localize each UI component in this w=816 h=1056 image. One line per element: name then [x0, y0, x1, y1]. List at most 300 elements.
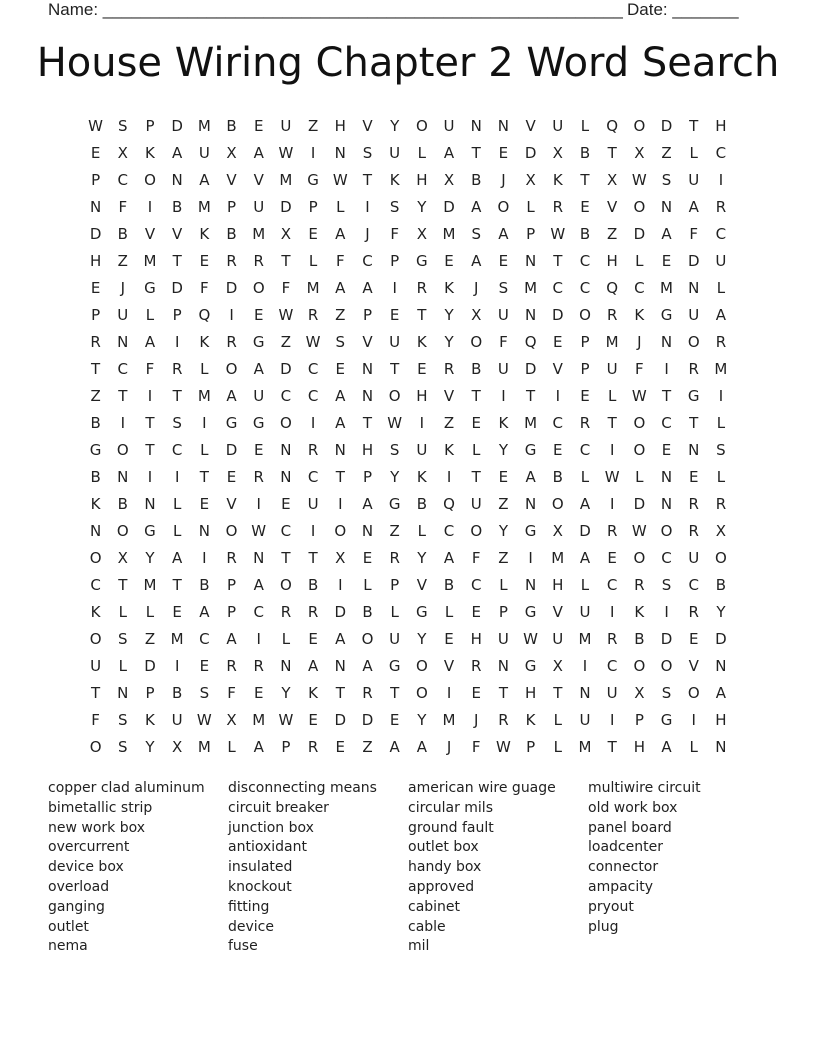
grid-letter: T	[172, 252, 182, 270]
grid-letter: V	[443, 657, 455, 675]
grid-letter: B	[634, 630, 645, 648]
grid-letter: B	[471, 360, 482, 378]
grid-letter: E	[580, 198, 590, 216]
grid-letter: E	[471, 603, 481, 621]
grid-letter: W	[631, 387, 647, 405]
grid-letter: O	[225, 360, 238, 378]
grid-letter: O	[89, 738, 102, 756]
grid-letter: T	[471, 468, 481, 486]
grid-letter: O	[633, 198, 646, 216]
grid-letter: A	[471, 198, 482, 216]
grid-row	[82, 383, 742, 410]
grid-letter: N	[334, 441, 346, 459]
grid-letter: M	[714, 360, 728, 378]
grid-letter: I	[365, 198, 370, 216]
grid-row	[82, 680, 742, 707]
grid-letter: H	[334, 117, 346, 135]
grid-letter: F	[227, 684, 236, 702]
grid-letter: Z	[90, 387, 101, 405]
grid-letter: S	[498, 279, 509, 297]
grid-letter: X	[117, 144, 128, 162]
grid-letter: O	[89, 549, 102, 567]
grid-letter: U	[688, 306, 700, 324]
grid-letter: N	[660, 495, 673, 513]
grid-letter: U	[416, 441, 428, 459]
grid-letter: K	[199, 225, 210, 243]
grid-letter: O	[415, 117, 428, 135]
grid-letter: L	[689, 738, 698, 756]
grid-letter: H	[89, 252, 102, 270]
word-item: outlet box	[408, 839, 479, 856]
grid-letter: L	[499, 576, 508, 594]
grid-letter: A	[253, 576, 264, 594]
grid-letter: P	[227, 198, 237, 216]
grid-letter: K	[389, 171, 400, 189]
grid-letter: C	[253, 603, 264, 621]
grid-letter: R	[688, 522, 699, 540]
grid-letter: E	[661, 252, 672, 270]
grid-letter: B	[307, 576, 319, 594]
grid-letter: A	[172, 144, 183, 162]
grid-row	[82, 626, 742, 653]
grid-letter: O	[334, 522, 347, 540]
word-item: approved	[408, 878, 475, 895]
grid-letter: P	[390, 252, 400, 270]
grid-letter: Z	[607, 225, 618, 243]
grid-letter: E	[661, 441, 672, 459]
grid-letter: T	[199, 468, 209, 486]
grid-letter: G	[524, 657, 537, 675]
grid-letter: Q	[443, 495, 455, 513]
grid-letter: S	[118, 630, 128, 648]
grid-letter: S	[118, 711, 128, 729]
grid-letter: D	[171, 117, 183, 135]
grid-letter: I	[609, 711, 615, 729]
grid-letter: E	[417, 360, 427, 378]
grid-row	[82, 572, 742, 599]
grid-letter: L	[390, 603, 399, 621]
grid-letter: M	[143, 576, 157, 594]
grid-letter: U	[253, 198, 265, 216]
grid-letter: K	[416, 333, 427, 351]
grid-letter: K	[634, 603, 645, 621]
grid-letter: T	[390, 684, 400, 702]
grid-letter: W	[550, 225, 566, 243]
grid-letter: I	[609, 603, 615, 621]
grid-letter: E	[253, 306, 264, 324]
grid-letter: N	[280, 657, 292, 675]
grid-letter: C	[362, 252, 373, 270]
grid-letter: L	[200, 360, 209, 378]
grid-letter: X	[226, 711, 237, 729]
grid-letter: P	[580, 360, 590, 378]
grid-letter: J	[120, 279, 125, 297]
word-item: handy box	[408, 859, 482, 876]
grid-letter: C	[552, 279, 564, 297]
grid-letter: W	[631, 171, 647, 189]
grid-letter: R	[715, 495, 727, 513]
grid-letter: O	[89, 630, 102, 648]
grid-letter: R	[498, 711, 509, 729]
grid-letter: I	[174, 657, 180, 675]
grid-letter: T	[362, 171, 373, 189]
grid-letter: I	[120, 414, 125, 432]
grid-letter: U	[470, 495, 482, 513]
grid-letter: B	[117, 495, 128, 513]
grid-letter: C	[117, 360, 129, 378]
grid-letter: T	[118, 387, 128, 405]
grid-letter: Z	[443, 414, 455, 432]
grid-letter: B	[172, 198, 183, 216]
grid-row	[82, 275, 742, 302]
name-line: Name: _______________________________________________________	[48, 0, 623, 19]
grid-letter: C	[715, 225, 727, 243]
grid-letter: H	[552, 576, 564, 594]
grid-letter: R	[606, 522, 618, 540]
grid-letter: G	[252, 333, 265, 351]
grid-letter: A	[362, 279, 373, 297]
grid-letter: S	[118, 738, 128, 756]
grid-letter: P	[498, 603, 508, 621]
grid-letter: P	[526, 738, 536, 756]
grid-letter: F	[118, 198, 128, 216]
grid-letter: R	[715, 333, 727, 351]
grid-letter: I	[310, 144, 316, 162]
grid-letter: G	[660, 306, 673, 324]
grid-letter: T	[553, 684, 563, 702]
grid-letter: P	[580, 333, 590, 351]
grid-letter: A	[579, 495, 591, 513]
grid-letter: R	[606, 306, 618, 324]
grid-letter: K	[145, 711, 155, 729]
grid-row	[82, 491, 742, 518]
grid-letter: J	[474, 279, 479, 297]
grid-letter: K	[444, 441, 454, 459]
grid-letter: J	[501, 171, 506, 189]
grid-letter: B	[226, 117, 237, 135]
grid-letter: D	[524, 360, 537, 378]
grid-letter: C	[90, 576, 101, 594]
grid-letter: I	[691, 711, 696, 729]
grid-letter: E	[444, 252, 454, 270]
grid-letter: A	[335, 225, 346, 243]
grid-letter: A	[579, 549, 591, 567]
word-item: device	[228, 918, 274, 935]
grid-letter: A	[172, 549, 183, 567]
grid-letter: I	[147, 387, 153, 405]
grid-letter: A	[335, 387, 346, 405]
word-item: overload	[48, 878, 110, 895]
grid-letter: D	[144, 657, 156, 675]
word-list	[48, 779, 788, 957]
grid-letter: E	[335, 360, 346, 378]
grid-letter: N	[280, 468, 292, 486]
grid-letter: B	[552, 468, 563, 486]
grid-letter: R	[307, 738, 319, 756]
grid-letter: E	[688, 468, 699, 486]
grid-letter: N	[660, 333, 673, 351]
grid-letter: K	[525, 711, 536, 729]
grid-letter: L	[553, 738, 562, 756]
grid-letter: C	[579, 279, 591, 297]
grid-letter: P	[308, 198, 318, 216]
word-item: american wire guage	[408, 780, 556, 796]
grid-letter: E	[90, 279, 101, 297]
grid-letter: W	[604, 468, 620, 486]
grid-letter: V	[362, 333, 373, 351]
grid-letter: E	[688, 630, 699, 648]
grid-letter: M	[197, 117, 211, 135]
grid-letter: L	[281, 630, 291, 648]
grid-letter: O	[252, 279, 265, 297]
grid-letter: X	[280, 225, 292, 243]
grid-letter: E	[471, 684, 481, 702]
grid-letter: I	[528, 549, 533, 567]
grid-letter: L	[553, 711, 562, 729]
grid-letter: G	[660, 711, 673, 729]
grid-letter: C	[688, 576, 699, 594]
grid-letter: W	[631, 522, 647, 540]
grid-letter: O	[116, 522, 129, 540]
grid-letter: D	[660, 117, 673, 135]
grid-letter: M	[252, 711, 266, 729]
grid-letter: D	[89, 225, 102, 243]
grid-letter: L	[308, 252, 318, 270]
grid-letter: W	[278, 144, 294, 162]
grid-letter: D	[171, 279, 183, 297]
grid-letter: V	[144, 225, 156, 243]
grid-row	[82, 707, 742, 734]
grid-letter: T	[172, 576, 182, 594]
word-item: panel board	[588, 819, 672, 836]
grid-letter: I	[446, 684, 452, 702]
grid-letter: Y	[145, 549, 155, 567]
grid-letter: G	[524, 603, 537, 621]
grid-letter: X	[335, 549, 346, 567]
grid-letter: P	[227, 603, 237, 621]
grid-letter: N	[688, 279, 700, 297]
grid-letter: M	[197, 198, 211, 216]
grid-letter: E	[498, 144, 509, 162]
grid-letter: S	[661, 684, 672, 702]
grid-letter: E	[172, 603, 182, 621]
grid-letter: I	[609, 441, 615, 459]
grid-letter: C	[470, 576, 482, 594]
grid-letter: E	[498, 468, 509, 486]
grid-letter: C	[661, 414, 672, 432]
grid-letter: N	[524, 495, 537, 513]
grid-letter: I	[664, 603, 669, 621]
word-item: outlet	[48, 918, 89, 935]
grid-letter: U	[280, 117, 292, 135]
grid-letter: Z	[307, 117, 319, 135]
grid-letter: W	[196, 711, 212, 729]
grid-letter: T	[172, 387, 182, 405]
grid-letter: R	[253, 252, 264, 270]
grid-letter: O	[225, 522, 238, 540]
grid-letter: L	[336, 198, 345, 216]
grid-letter: E	[226, 468, 237, 486]
grid-letter: A	[525, 468, 536, 486]
grid-letter: W	[387, 414, 403, 432]
word-item: ampacity	[588, 878, 654, 895]
grid-letter: U	[307, 495, 319, 513]
grid-letter: O	[388, 387, 401, 405]
word-item: loadcenter	[588, 839, 663, 856]
grid-letter: L	[689, 144, 698, 162]
grid-letter: L	[145, 603, 155, 621]
grid-letter: N	[660, 198, 673, 216]
grid-letter: X	[443, 171, 455, 189]
grid-letter: V	[226, 171, 237, 189]
grid-letter: C	[199, 630, 210, 648]
grid-letter: X	[525, 171, 536, 189]
grid-letter: I	[147, 198, 153, 216]
grid-letter: R	[226, 549, 237, 567]
grid-letter: R	[253, 468, 264, 486]
grid-letter: N	[660, 468, 673, 486]
grid-letter: L	[580, 468, 590, 486]
date-line: Date: _______	[627, 0, 739, 19]
grid-letter: X	[634, 144, 645, 162]
grid-letter: A	[498, 225, 509, 243]
grid-letter: Y	[281, 684, 291, 702]
grid-letter: G	[388, 495, 401, 513]
grid-letter: O	[144, 171, 156, 189]
grid-letter: W	[88, 117, 104, 135]
grid-letter: L	[200, 441, 209, 459]
grid-letter: E	[308, 630, 318, 648]
grid-letter: U	[552, 630, 564, 648]
grid-letter: A	[362, 495, 373, 513]
grid-letter: S	[362, 144, 373, 162]
grid-letter: R	[280, 603, 292, 621]
grid-letter: N	[198, 522, 210, 540]
grid-letter: H	[715, 711, 727, 729]
grid-letter: I	[147, 468, 153, 486]
word-item: nema	[48, 938, 88, 955]
grid-letter: U	[579, 711, 591, 729]
grid-letter: C	[307, 468, 319, 486]
grid-letter: R	[307, 441, 319, 459]
grid-letter: L	[526, 198, 535, 216]
grid-letter: C	[579, 441, 591, 459]
grid-letter: B	[471, 171, 482, 189]
grid-row	[82, 221, 742, 248]
grid-letter: X	[552, 522, 563, 540]
grid-letter: I	[446, 468, 452, 486]
grid-letter: Y	[417, 549, 427, 567]
grid-letter: G	[416, 252, 428, 270]
grid-letter: U	[579, 603, 591, 621]
grid-row	[82, 329, 742, 356]
grid-letter: Z	[661, 144, 672, 162]
word-item: fitting	[228, 898, 270, 915]
worksheet-header	[48, 0, 748, 22]
word-item: circuit breaker	[228, 799, 329, 816]
grid-letter: T	[145, 414, 155, 432]
grid-letter: I	[202, 549, 207, 567]
grid-letter: M	[143, 252, 157, 270]
grid-letter: P	[526, 225, 536, 243]
grid-letter: R	[226, 333, 237, 351]
grid-row	[82, 140, 742, 167]
grid-letter: K	[416, 468, 427, 486]
grid-letter: A	[715, 306, 727, 324]
grid-letter: B	[416, 495, 427, 513]
grid-letter: D	[334, 711, 347, 729]
grid-letter: O	[715, 549, 727, 567]
grid-letter: I	[310, 522, 316, 540]
grid-letter: E	[199, 252, 210, 270]
grid-letter: P	[362, 468, 372, 486]
grid-letter: E	[580, 387, 590, 405]
grid-letter: R	[362, 684, 373, 702]
word-item: ganging	[48, 898, 105, 915]
grid-letter: N	[117, 684, 129, 702]
grid-letter: B	[579, 225, 591, 243]
word-item: insulated	[228, 859, 293, 876]
grid-letter: A	[199, 171, 210, 189]
grid-letter: R	[171, 360, 183, 378]
grid-letter: C	[280, 387, 292, 405]
grid-letter: L	[417, 522, 427, 540]
word-item: disconnecting means	[228, 780, 377, 796]
word-item: overcurrent	[48, 839, 130, 856]
grid-letter: O	[551, 495, 564, 513]
grid-letter: E	[362, 549, 373, 567]
grid-letter: P	[145, 684, 155, 702]
grid-letter: L	[417, 144, 427, 162]
grid-letter: A	[661, 738, 672, 756]
grid-letter: G	[687, 387, 700, 405]
grid-letter: I	[718, 387, 724, 405]
grid-letter: L	[172, 495, 182, 513]
grid-letter: C	[606, 576, 618, 594]
grid-letter: D	[225, 279, 238, 297]
grid-letter: L	[635, 252, 644, 270]
grid-letter: B	[362, 603, 373, 621]
grid-letter: L	[363, 576, 372, 594]
grid-letter: O	[687, 684, 700, 702]
grid-letter: F	[91, 711, 100, 729]
grid-letter: H	[416, 171, 428, 189]
grid-letter: N	[470, 117, 482, 135]
grid-letter: O	[633, 414, 646, 432]
grid-letter: N	[715, 738, 727, 756]
grid-letter: E	[607, 549, 617, 567]
grid-letter: Z	[144, 630, 156, 648]
grid-letter: N	[334, 144, 346, 162]
grid-letter: I	[718, 171, 724, 189]
grid-letter: X	[117, 549, 128, 567]
grid-letter: L	[607, 387, 617, 405]
word-item: copper clad aluminum	[48, 780, 205, 796]
grid-letter: N	[361, 522, 374, 540]
grid-letter: A	[362, 657, 373, 675]
grid-letter: I	[555, 387, 560, 405]
grid-letter: A	[253, 360, 264, 378]
grid-letter: Q	[198, 306, 211, 324]
grid-letter: B	[715, 576, 727, 594]
grid-row	[82, 302, 742, 329]
grid-row	[82, 356, 742, 383]
grid-letter: K	[308, 684, 319, 702]
grid-letter: B	[90, 468, 101, 486]
grid-letter: N	[89, 198, 102, 216]
grid-letter: X	[416, 225, 427, 243]
grid-letter: L	[716, 414, 726, 432]
